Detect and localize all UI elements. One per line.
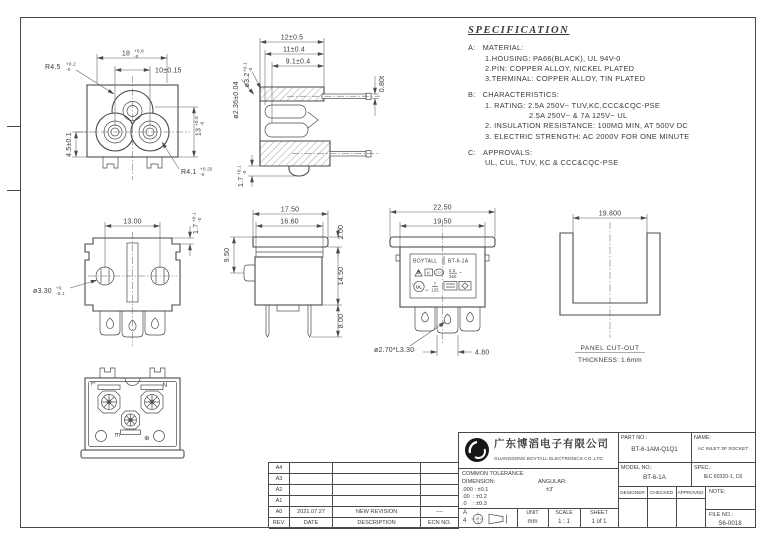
side-section-view-drawing xyxy=(232,28,467,208)
dim-91: 9.1±0.4 xyxy=(285,58,311,66)
tolerance-row: .00 : ±0.2 xyxy=(462,494,487,500)
rev-cell xyxy=(421,496,459,507)
rev-cell: A0 xyxy=(269,507,290,518)
scale-label: SCALE xyxy=(555,510,573,516)
rev-cell xyxy=(290,496,333,507)
dim-480: 4.80 xyxy=(475,349,490,357)
dim-boss-tol-up: +0.1 xyxy=(242,62,248,72)
model-no-label: MODEL NO.: xyxy=(621,465,653,471)
side-view-dimensions xyxy=(224,207,345,338)
spec-line: 2.5A 250V~ & 7A 125V~ UL xyxy=(529,111,628,121)
unit-label: UNIT xyxy=(526,510,539,516)
spec-c-heading: APPROVALS: xyxy=(483,147,533,157)
dim-1450: 14.50 xyxy=(338,266,345,286)
dim-200: 2.00 xyxy=(338,224,345,240)
dim-pin-drop: 4.5±0.1 xyxy=(66,132,73,157)
rating-250v xyxy=(449,268,462,279)
scale-value: 1 : 1 xyxy=(558,519,570,525)
dim-radius-41-tol-dn: -0 xyxy=(200,171,205,177)
kc-mark-icon xyxy=(425,269,433,276)
mounting-hole-left xyxy=(96,431,107,442)
dim-terminal-hole: ø2.70*L3.30 xyxy=(374,347,415,354)
dim-depth: 12±0.5 xyxy=(280,34,304,42)
spec-section-approvals xyxy=(468,148,752,169)
paper-size-letter: A xyxy=(463,510,468,516)
terminal-block-left xyxy=(98,385,120,413)
rev-cell: A1 xyxy=(269,496,290,507)
dim-radius-45-tol-dn: -0 xyxy=(66,66,71,72)
checked-label: CHECKED xyxy=(650,490,673,495)
front-view-drawing xyxy=(30,28,255,200)
dim-1750: 17.50 xyxy=(280,206,300,214)
mounting-hole-right xyxy=(154,431,165,442)
dim-hole-dia: ø3.30 xyxy=(33,288,52,295)
tolerance-angular-value: ±3' xyxy=(546,487,554,493)
dim-800: 8.00 xyxy=(338,313,345,329)
rev-header: DATE xyxy=(290,518,333,529)
mark-line: L xyxy=(89,382,96,386)
dim-width-tol-dn: -0 xyxy=(134,53,139,59)
spec-b-label: B: xyxy=(468,90,476,100)
projection-symbol-icon xyxy=(471,511,513,527)
rev-cell: A4 xyxy=(269,463,290,474)
fold-mark xyxy=(7,190,20,191)
name-value: AC INLET 3P SOCKET xyxy=(697,447,749,452)
spec-line: 1.HOUSING: PA66(BLACK), UL 94V-0 xyxy=(485,53,621,63)
company-name-en: GUANGDONG BOYTALL ELECTRONICS CO.,LTD xyxy=(494,456,603,461)
spec-section-characteristics xyxy=(468,90,752,141)
spec-a-label: A: xyxy=(468,43,476,53)
section-outline xyxy=(260,87,371,176)
dim-2250: 22.50 xyxy=(433,204,452,212)
rev-cell xyxy=(333,496,421,507)
dim-step-tol-up: +0.1 xyxy=(191,212,197,222)
dim-width-tol-up: +0.8 xyxy=(134,48,144,54)
dim-height-tol-dn: -0 xyxy=(199,121,205,126)
dim-pin-thickness: 0.80t xyxy=(379,75,386,93)
side-view-drawing xyxy=(222,196,372,368)
dim-bump-tol-up: +0.1 xyxy=(236,165,242,175)
title-block xyxy=(458,432,755,528)
rev-header: REV. xyxy=(269,518,290,529)
designer-label: DESIGNER xyxy=(620,490,645,495)
approved-label: APPROVED xyxy=(677,490,704,495)
dim-radius-45: R4.5 xyxy=(45,64,61,71)
rev-cell xyxy=(333,463,421,474)
svg-text:c: c xyxy=(412,281,414,286)
certification-label xyxy=(410,254,476,298)
dim-950: 9.50 xyxy=(224,247,231,263)
spec-c-label: C: xyxy=(468,147,476,157)
dim-height: 13 xyxy=(195,127,203,137)
side-view-outline xyxy=(244,237,328,337)
back-view-drawing xyxy=(30,196,230,371)
svg-text:125: 125 xyxy=(431,287,439,293)
pse-mark-icon xyxy=(444,282,471,291)
dim-bump: 1.7 xyxy=(238,176,245,187)
spec-line: 2. INSULATION RESISTANCE: 100MΩ MIN, AT 500V DC xyxy=(485,121,689,131)
rev-cell xyxy=(290,474,333,485)
name-label: NAME: xyxy=(694,435,712,441)
rev-cell: A3 xyxy=(269,474,290,485)
model-no-value: BT-6-1A xyxy=(643,474,666,481)
boytall-logo-icon xyxy=(464,437,490,463)
label-model: BT-6-1A xyxy=(448,258,469,265)
svg-text:K: K xyxy=(427,270,431,276)
svg-text:~: ~ xyxy=(459,270,462,275)
terminal-block-right xyxy=(141,385,163,413)
label-brand: BOYTALL xyxy=(413,258,438,265)
panel-cutout-drawing xyxy=(495,198,685,368)
tolerance-dimension-label: DIMENSION: xyxy=(462,479,496,485)
dim-width: 18 xyxy=(121,50,131,58)
svg-text:CCC: CCC xyxy=(435,270,443,275)
revision-table xyxy=(268,462,458,528)
rev-cell xyxy=(421,463,459,474)
spec-section-material xyxy=(468,43,752,84)
dim-hole-tol-up: +0 xyxy=(56,285,62,291)
dim-bump-tol-dn: -0 xyxy=(241,170,247,175)
cutout-thickness: THICKNESS: 1.6mm xyxy=(578,357,642,364)
svg-text:2.5: 2.5 xyxy=(449,268,456,273)
fold-mark xyxy=(7,126,20,127)
panel-cutout-dimensions xyxy=(573,211,647,234)
dim-1660: 16.60 xyxy=(280,218,299,226)
dim-boss-dia: ø3.2 xyxy=(244,72,251,88)
dim-pin-dia: ø2.36±0.04 xyxy=(233,81,240,119)
svg-text:250: 250 xyxy=(449,274,457,279)
rev-cell: 2021.07.27 xyxy=(290,507,333,518)
spec-label: SPEC.: xyxy=(694,465,712,471)
rev-cell: ---- xyxy=(421,507,459,518)
ul-mark-icon xyxy=(412,281,429,292)
spec-line: 3.TERMINAL: COPPER ALLOY, TIN PLATED xyxy=(485,74,646,84)
spec-line: 2.PIN: COPPER ALLOY, NICKEL PLATED xyxy=(485,63,635,73)
dim-radius-41: R4.1 xyxy=(181,169,197,176)
rev-cell xyxy=(290,463,333,474)
sheet-value: 1 of 1 xyxy=(591,519,607,525)
company-name-cn: 广东博滔电子有限公司 xyxy=(494,438,609,450)
cutout-caption: PANEL CUT-OUT xyxy=(580,345,640,352)
spec-value: IEC 60320-1, C6 xyxy=(703,474,743,480)
dim-hole-pitch: 13.00 xyxy=(123,218,142,226)
rev-cell: A2 xyxy=(269,485,290,496)
dim-pin-pitch: 10±0.15 xyxy=(155,67,182,75)
back-view-centerlines xyxy=(88,232,177,346)
tuv-mark-icon xyxy=(415,270,422,276)
rev-cell xyxy=(421,485,459,496)
unit-value: mm xyxy=(527,519,538,525)
dim-1950: 19.50 xyxy=(433,218,452,226)
spec-a-heading: MATERIAL: xyxy=(482,43,524,53)
specification-title: SPECIFICATION xyxy=(468,25,570,36)
mark-earth-letter: E xyxy=(113,432,120,438)
spec-line: 1. RATING: 2.5A 250V~ TUV,KC,CCC&CQC-PSE xyxy=(485,100,661,110)
rev-cell xyxy=(421,474,459,485)
part-no-value: BT-6-1AM-Q1Q1 xyxy=(631,446,678,453)
tolerance-title: COMMON TOLERANCE xyxy=(462,471,524,477)
dim-height-tol-up: +0.8 xyxy=(194,116,199,126)
file-no-value: S6-0018 xyxy=(718,520,742,527)
dim-radius-41-tol-up: +0.25 xyxy=(200,166,213,172)
spec-b-heading: CHARACTERISTICS: xyxy=(482,90,560,100)
specification-block xyxy=(468,26,752,175)
rev-cell xyxy=(333,474,421,485)
spec-line: 3. ELECTRIC STRENGTH: AC 2000V FOR ONE MINUTE xyxy=(485,131,690,141)
panel-cutout-caption xyxy=(575,345,645,364)
part-no-label: PART NO.: xyxy=(621,435,648,441)
dim-radius-45-tol-up: +0.2 xyxy=(66,61,76,67)
rev-cell xyxy=(290,485,333,496)
mark-neutral: N xyxy=(162,382,168,389)
sheet-label: SHEET xyxy=(590,510,608,516)
dim-boss-tol-dn: -0 xyxy=(247,67,253,72)
rev-cell: NEW REVISION xyxy=(333,507,421,518)
svg-text:UL: UL xyxy=(416,284,422,290)
dim-cutout-width: 19.800 xyxy=(598,210,622,218)
note-label: NOTE: xyxy=(709,489,726,495)
dim-hole-tol-dn: -0.1 xyxy=(56,290,65,296)
tolerance-row: .000 : ±0.1 xyxy=(462,487,489,493)
tolerance-angular-label: ANGULAR: xyxy=(538,479,567,485)
spec-line: UL, CUL, TUV, KC & CCC&CQC-PSE xyxy=(485,158,619,168)
rev-header: ECN NO. xyxy=(421,518,459,529)
dim-step-tol-dn: -0 xyxy=(196,217,202,222)
tolerance-row: .0 : ±0.3 xyxy=(462,501,487,507)
svg-text:us: us xyxy=(425,288,429,292)
terminal-block-earth xyxy=(121,411,141,435)
rev-header: DESCRIPTION xyxy=(333,518,421,529)
dim-step: 1.7 xyxy=(193,223,200,234)
paper-size-number: 4 xyxy=(463,518,467,524)
rating-125v xyxy=(431,281,439,292)
svg-text:7: 7 xyxy=(433,281,437,287)
dim-11: 11±0.4 xyxy=(282,46,306,54)
rev-cell xyxy=(333,485,421,496)
earth-symbol-icon: ⊕ xyxy=(144,435,150,442)
file-no-label: FILE NO.: xyxy=(709,512,733,518)
bottom-view-drawing xyxy=(68,356,208,486)
